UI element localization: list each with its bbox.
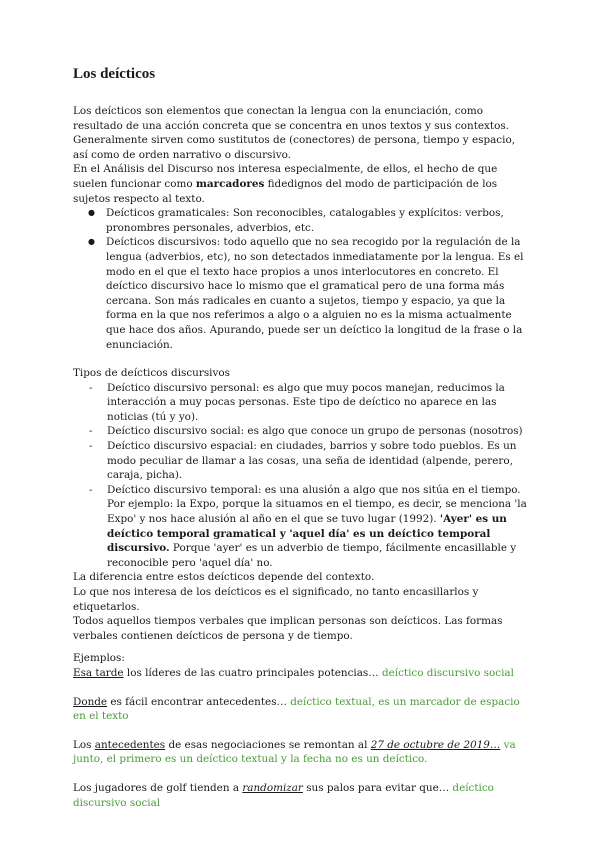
example-2-note: deíctico textual, es un marcador de espacio en el texto (73, 695, 520, 723)
deictic-types-list (73, 206, 533, 352)
list-item-personal: - Deíctico discursivo personal: es algo que muy pocos manejan, reducimos la interacción a muy pocas personas. Este tipo de deíctico no aparece en las noticias (tú y yo). (89, 381, 533, 425)
temporal-after: Porque 'ayer' es un adverbio de tiempo, fácilmente encasillable y reconocible pero 'aquel día' no. (107, 542, 517, 569)
list-item-discursive: ● Deícticos discursivos: todo aquello que no sea recogido por la regulación de la lengua (adverbios, etc), no son detectados inmediatamente por la lengua. Es el modo en el que el texto hace propios a unos interlocutores en concreto. El deíctico discursivo hace lo mismo que el gramatical pero de una forma más cercana. Son más radicales en cuanto a sujetos, tiempo y espacio, ya que la forma en la que nos referimos a algo o a alguien no es la misma actualmente que hace dos años. Apurando, puede ser un deíctico la longitud de la frase o la enunciación. (88, 235, 533, 352)
example-3-mid: de esas negociaciones se remontan al (165, 738, 371, 751)
spacer (73, 724, 533, 738)
document-title: Los deícticos (73, 66, 156, 82)
document-page (73, 66, 533, 810)
example-1-text: los líderes de las cuatro principales potencias… (123, 666, 382, 679)
example-3-note: va junto, el primero es un deíctico textual y la fecha no es un deíctico. (73, 738, 516, 766)
intro-paragraph-2 (73, 162, 533, 206)
list-item-social: - Deíctico discursivo social: es algo que conoce un grupo de personas (nosotros) (89, 424, 533, 439)
example-2-underlined: Donde (73, 695, 108, 708)
closing-line-2: Lo que nos interesa de los deícticos es el significado, no tanto encasillarlos y etiquetarlos. (73, 586, 479, 613)
example-3 (73, 738, 533, 767)
temporal-before: Deíctico discursivo temporal: es una alusión a algo que nos sitúa en el tiempo. Por ejemplo: la Expo, porque la situamos en el tiempo, es decir, se menciona 'la Expo' y nos hace alusión al año en el que se tuvo lugar (1992). (107, 483, 527, 526)
intro-p2-before: En el Análisis del Discurso nos interesa especialmente, de ellos, el hecho de que suelen funcionar como (73, 163, 498, 190)
list-item-temporal (89, 483, 533, 571)
example-1 (73, 666, 533, 681)
list-item-spatial: - Deíctico discursivo espacial: en ciudades, barrios y sobre todo pueblos. Es un modo peculiar de llamar a las cosas, una seña de identidad (alpende, perero, caraja, picha). (89, 439, 533, 483)
example-1-note: deíctico discursivo social (381, 666, 514, 679)
spacer (73, 767, 533, 781)
example-4 (73, 781, 533, 810)
example-4-note: deíctico discursivo social (73, 781, 494, 809)
example-4-mid: sus palos para evitar que… (302, 781, 453, 794)
example-3-underlined-1: antecedentes (94, 738, 166, 751)
example-1-underlined: Esa tarde (73, 666, 124, 679)
example-3-underlined-2: 27 de octubre de 2019… (370, 738, 501, 751)
spacer (73, 352, 533, 366)
discursive-types-list (73, 381, 533, 571)
closing-line-1: La diferencia entre estos deícticos depende del contexto. (73, 571, 375, 584)
spacer (73, 643, 533, 651)
intro-p2-bold: marcadores (195, 177, 265, 190)
intro-p2-after: fidedignos del modo de participación de los sujetos respecto al texto. (73, 177, 498, 205)
example-2-text: es fácil encontrar antecedentes… (107, 695, 291, 708)
types-heading: Tipos de deícticos discursivos (73, 367, 230, 380)
spacer (73, 681, 533, 695)
example-4-pre: Los jugadores de golf tienden a (73, 781, 243, 794)
example-2 (73, 695, 533, 724)
example-4-underlined: randomizar (242, 781, 303, 794)
intro-paragraph-1: Los deícticos son elementos que conectan la lengua con la enunciación, como resultado de una acción concreta que se concentra en unos textos y sus contextos. Generalmente sirven como sustitutos de (conectores) de persona, tiempo y espacio, así como de orden narrativo o discursivo. (73, 105, 516, 161)
example-3-pre: Los (73, 738, 95, 751)
list-item-grammatical: ● Deícticos gramaticales: Son reconocibles, catalogables y explícitos: verbos, pronombres personales, adverbios, etc. (88, 206, 533, 235)
closing-line-3: Todos aquellos tiempos verbales que implican personas son deícticos. Las formas verbales contienen deícticos de persona y de tiempo. (73, 615, 503, 642)
temporal-bold: 'Ayer' es un deíctico temporal gramatical y 'aquel día' es un deíctico temporal discursivo. (107, 513, 507, 555)
examples-heading: Ejemplos: (73, 652, 125, 665)
